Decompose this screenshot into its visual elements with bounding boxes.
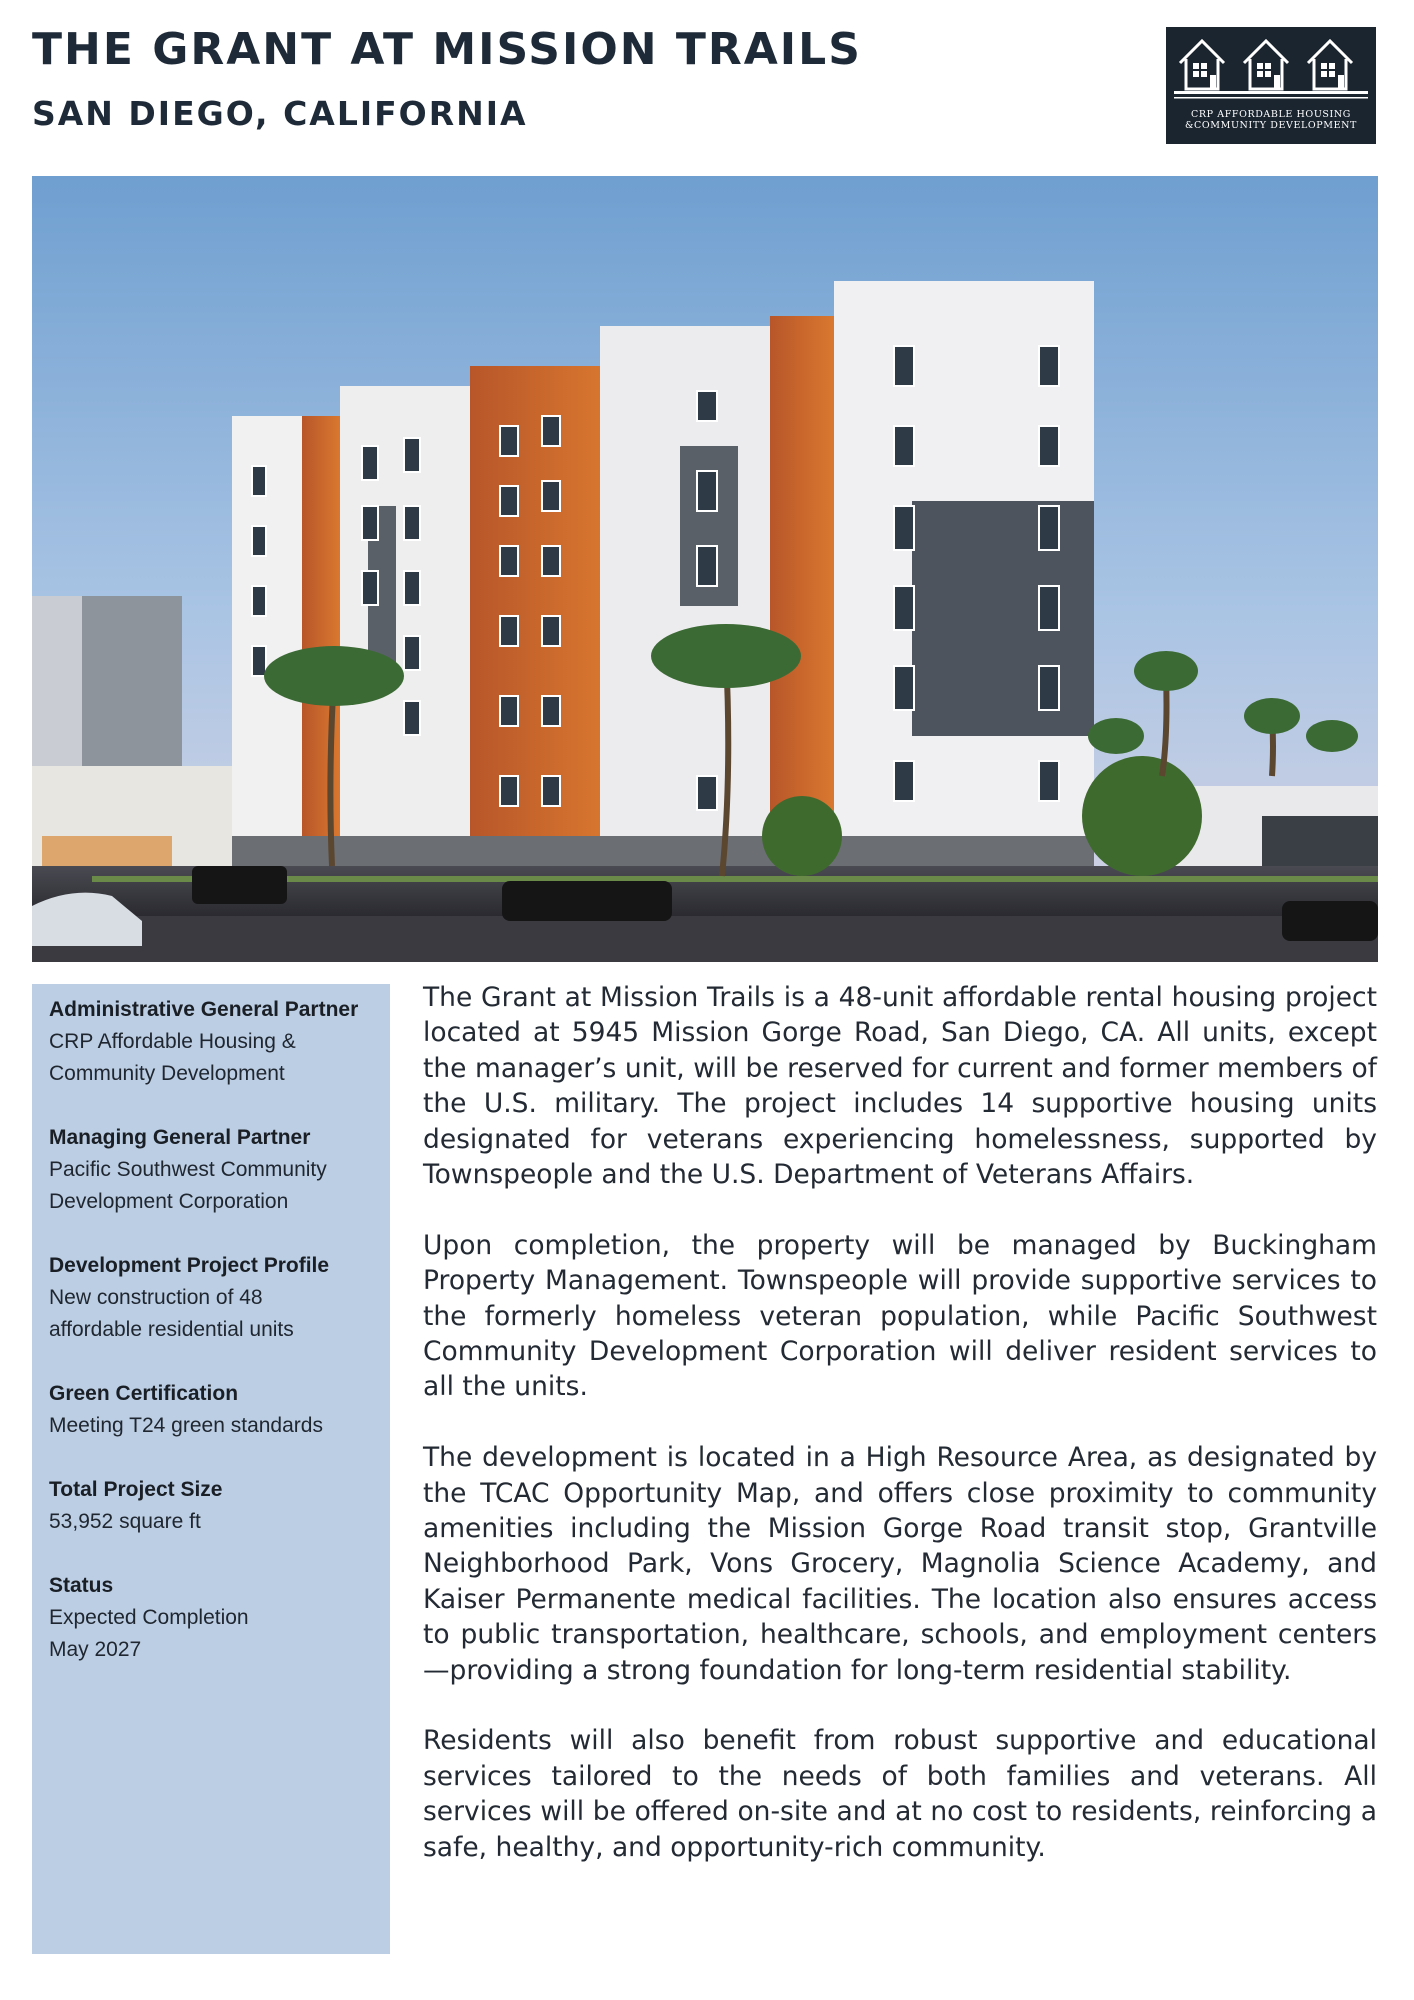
info-label: Development Project Profile [49, 1254, 330, 1277]
info-label: Status [49, 1574, 114, 1597]
info-managing-general-partner [49, 1122, 374, 1218]
info-green-certification [49, 1378, 374, 1442]
info-development-project-profile [49, 1250, 374, 1346]
info-label: Green Certification [49, 1382, 239, 1405]
building-rendering-image [32, 176, 1378, 962]
info-value: 53,952 square ft [49, 1510, 201, 1533]
description-paragraph-4: Residents will also benefit from robust supportive and educational services tailored to the needs of both families and veterans. All services will be offered on-site and at no cost to residents, reinforcing a safe, healthy, and opportunity-rich community. [423, 1725, 1377, 1863]
page-subtitle: SAN DIEGO, CALIFORNIA [32, 94, 528, 133]
info-label: Administrative General Partner [49, 998, 359, 1021]
crp-logo [1166, 27, 1376, 144]
info-label: Managing General Partner [49, 1126, 311, 1149]
info-total-project-size [49, 1474, 374, 1538]
page-title: THE GRANT AT MISSION TRAILS [32, 24, 862, 75]
info-value: CRP Affordable Housing & Community Development [49, 1030, 296, 1085]
info-administrative-general-partner [49, 994, 374, 1090]
description-paragraph-2: Upon completion, the property will be managed by Buckingham Property Management. Townspeople will provide supportive services to the formerly homeless veteran population, while Pacific Southwest Community Development Corporation will deliver resident services to all the units. [423, 1229, 1377, 1403]
info-value: New construction of 48 affordable residential units [49, 1286, 294, 1341]
hero-image [32, 176, 1378, 962]
info-status [49, 1570, 374, 1666]
logo-text: CRP AFFORDABLE HOUSING &COMMUNITY DEVELOPMENT [1184, 109, 1357, 131]
info-value: Meeting T24 green standards [49, 1414, 323, 1437]
description-paragraph-1: The Grant at Mission Trails is a 48-unit affordable rental housing project located at 5945 Mission Gorge Road, San Diego, CA. All units, except the manager’s unit, will be reserved for current and former members of the U.S. military. The project includes 14 supportive housing units designated for veterans experiencing homelessness, supported by Townspeople and the U.S. Department of Veterans Affairs. [423, 982, 1377, 1191]
info-label: Total Project Size [49, 1478, 223, 1501]
info-value: Expected Completion May 2027 [49, 1606, 249, 1661]
description-paragraph-3: The development is located in a High Resource Area, as designated by the TCAC Opportunity Map, and offers close proximity to community amenities including the Mission Gorge Road transit stop, Grantville Neighborhood Park, Vons Grocery, Magnolia Science Academy, and Kaiser Permanente medical facilities. The location also ensures access to public transportation, healthcare, schools, and employment centers—providing a strong foundation for long-term residential stability. [423, 1442, 1377, 1686]
project-info-sidebar [32, 984, 390, 1954]
project-description [423, 980, 1377, 1901]
info-value: Pacific Southwest Community Development Corporation [49, 1158, 327, 1213]
